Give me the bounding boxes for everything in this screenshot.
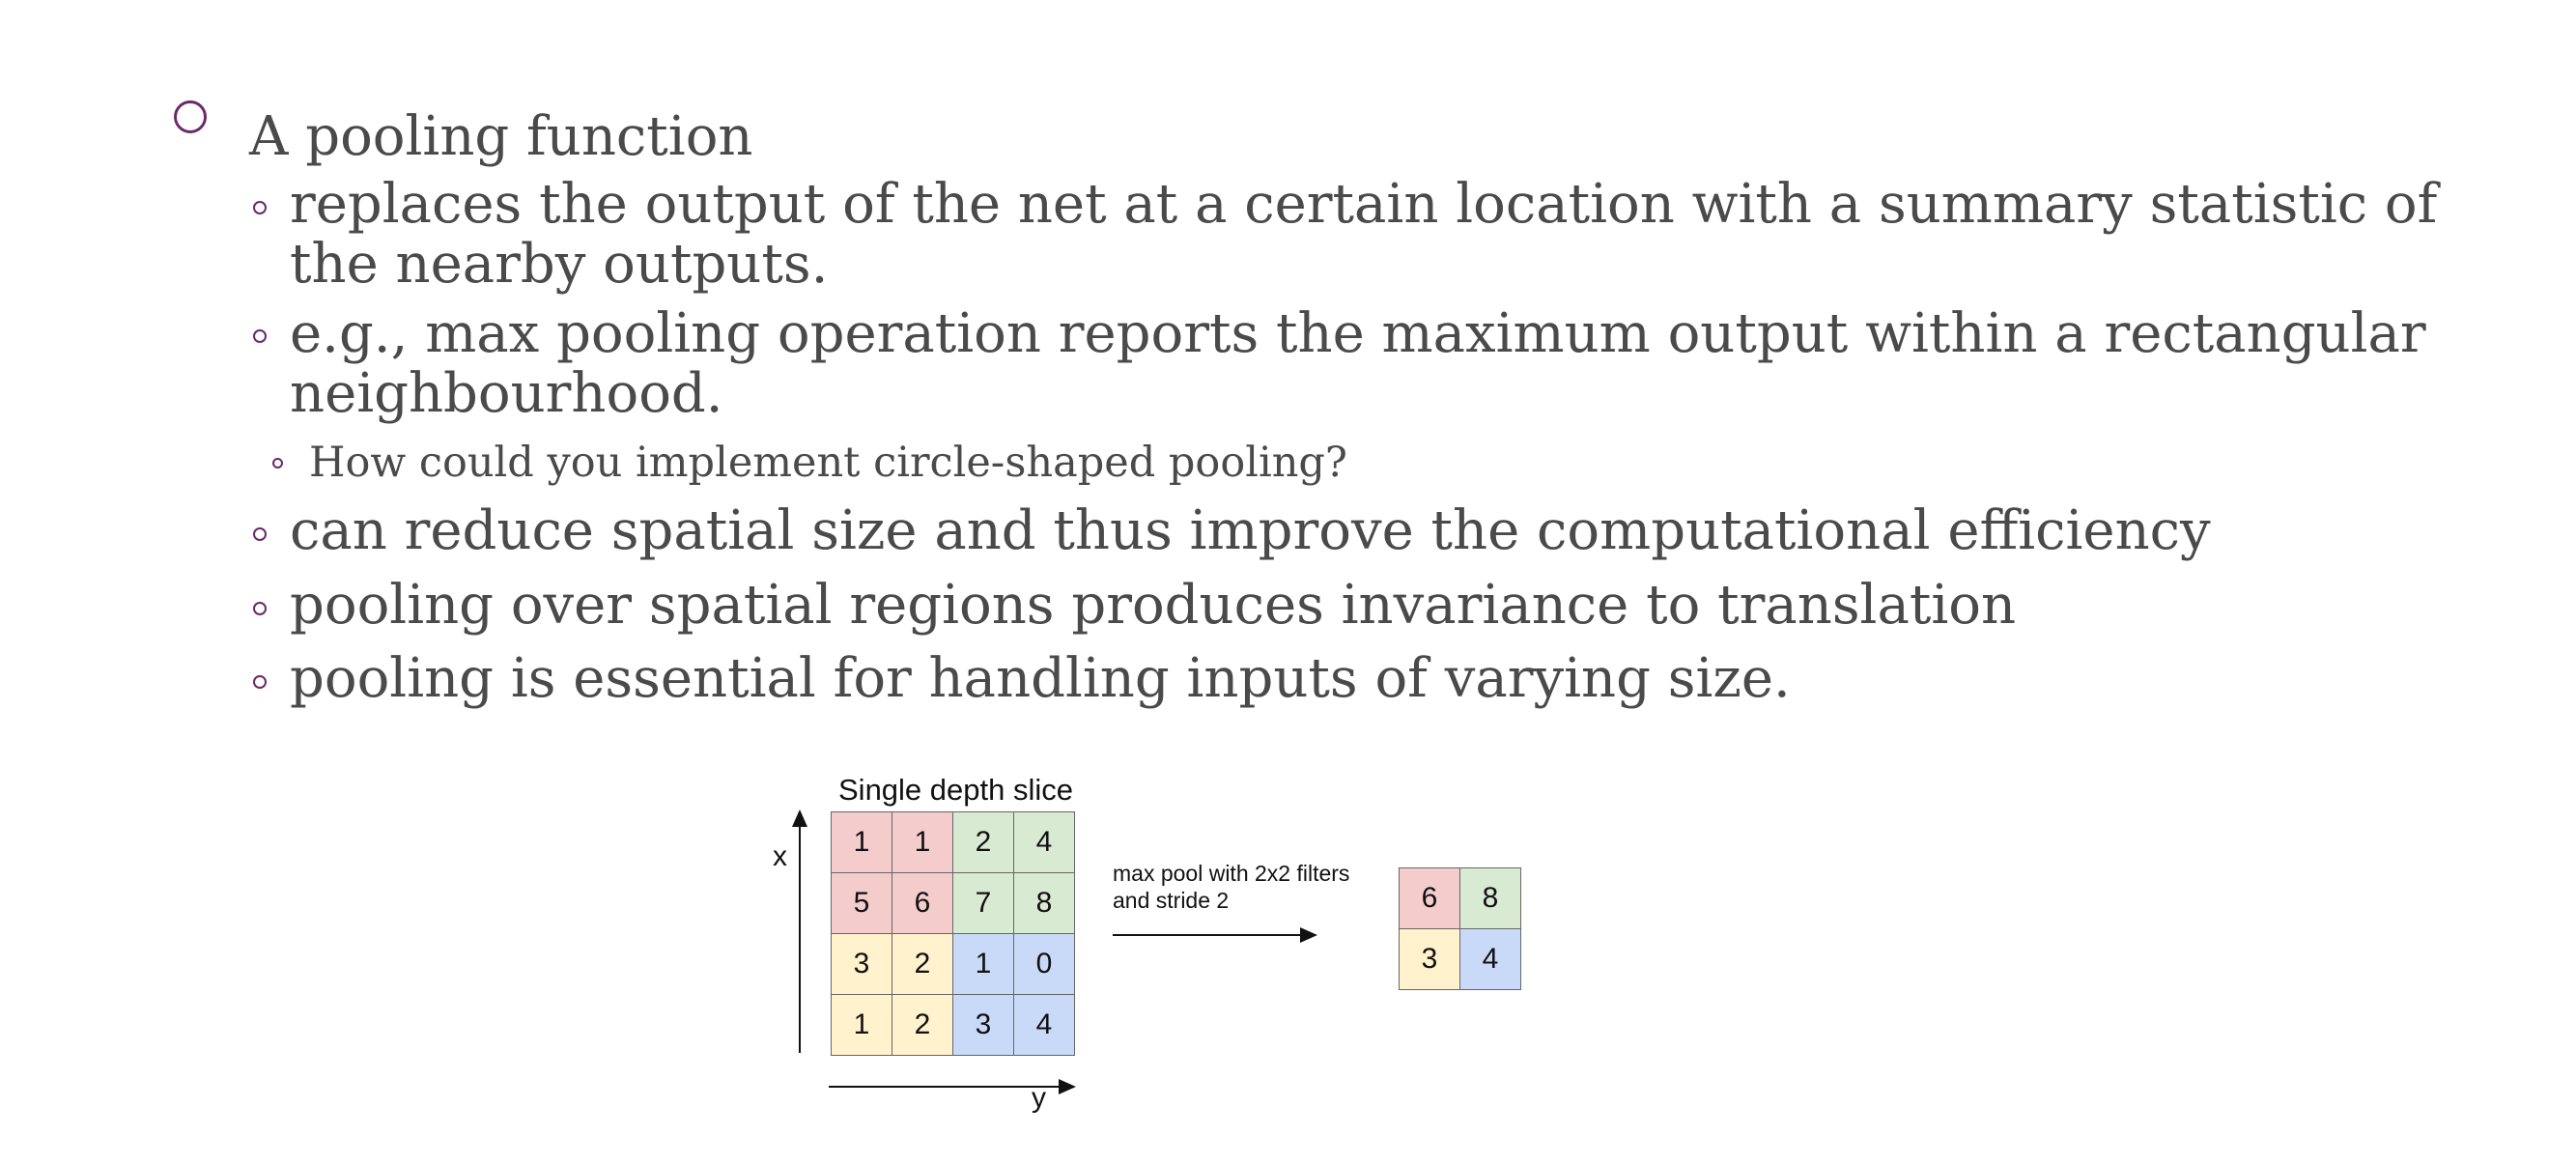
input-cell: 4: [1014, 995, 1075, 1056]
x-axis-label: x: [773, 840, 787, 872]
sub-bullet-item: How could you implement circle-shaped pooling?: [309, 439, 1347, 487]
output-cell: 8: [1460, 868, 1521, 929]
input-cell: 3: [832, 934, 892, 995]
input-cell: 2: [892, 995, 953, 1056]
input-cell: 1: [832, 812, 892, 873]
max-pooling-figure: [753, 763, 1574, 1130]
output-grid: [1399, 867, 1521, 990]
tiny-circle-bullet-icon: [272, 458, 283, 468]
input-cell: 6: [892, 873, 953, 934]
input-cell: 8: [1014, 873, 1075, 934]
output-cell: 3: [1400, 929, 1460, 990]
small-circle-bullet-icon: [253, 602, 267, 615]
input-cell: 2: [892, 934, 953, 995]
hollow-circle-bullet-icon: [174, 100, 207, 133]
pool-operation-label: max pool with 2x2 filters and stride 2: [1113, 861, 1350, 913]
input-cell: 3: [953, 995, 1014, 1056]
input-cell: 2: [953, 812, 1014, 873]
input-cell: 0: [1014, 934, 1075, 995]
input-grid: [831, 811, 1075, 1056]
input-cell: 1: [953, 934, 1014, 995]
bullet-item: pooling over spatial regions produces invariance to translation: [290, 574, 2017, 637]
small-circle-bullet-icon: [253, 201, 267, 214]
input-cell: 4: [1014, 812, 1075, 873]
bullet-item: replaces the output of the net at a certain location with a summary statistic of the nearby outputs.: [290, 173, 2438, 296]
bullet-item: pooling is essential for handling inputs of varying size.: [290, 647, 1791, 710]
output-cell: 4: [1460, 929, 1521, 990]
bullet-item: e.g., max pooling operation reports the maximum output within a rectangular neighbourhood.: [290, 302, 2426, 425]
input-cell: 7: [953, 873, 1014, 934]
input-cell: 5: [832, 873, 892, 934]
heading: A pooling function: [249, 105, 753, 168]
small-circle-bullet-icon: [253, 675, 267, 689]
y-axis-label: y: [1032, 1082, 1046, 1114]
bullet-item: can reduce spatial size and thus improve the computational efficiency: [290, 499, 2211, 562]
small-circle-bullet-icon: [253, 329, 267, 343]
small-circle-bullet-icon: [253, 527, 267, 541]
figure-title: Single depth slice: [838, 773, 1073, 807]
output-cell: 6: [1400, 868, 1460, 929]
input-cell: 1: [832, 995, 892, 1056]
input-cell: 1: [892, 812, 953, 873]
